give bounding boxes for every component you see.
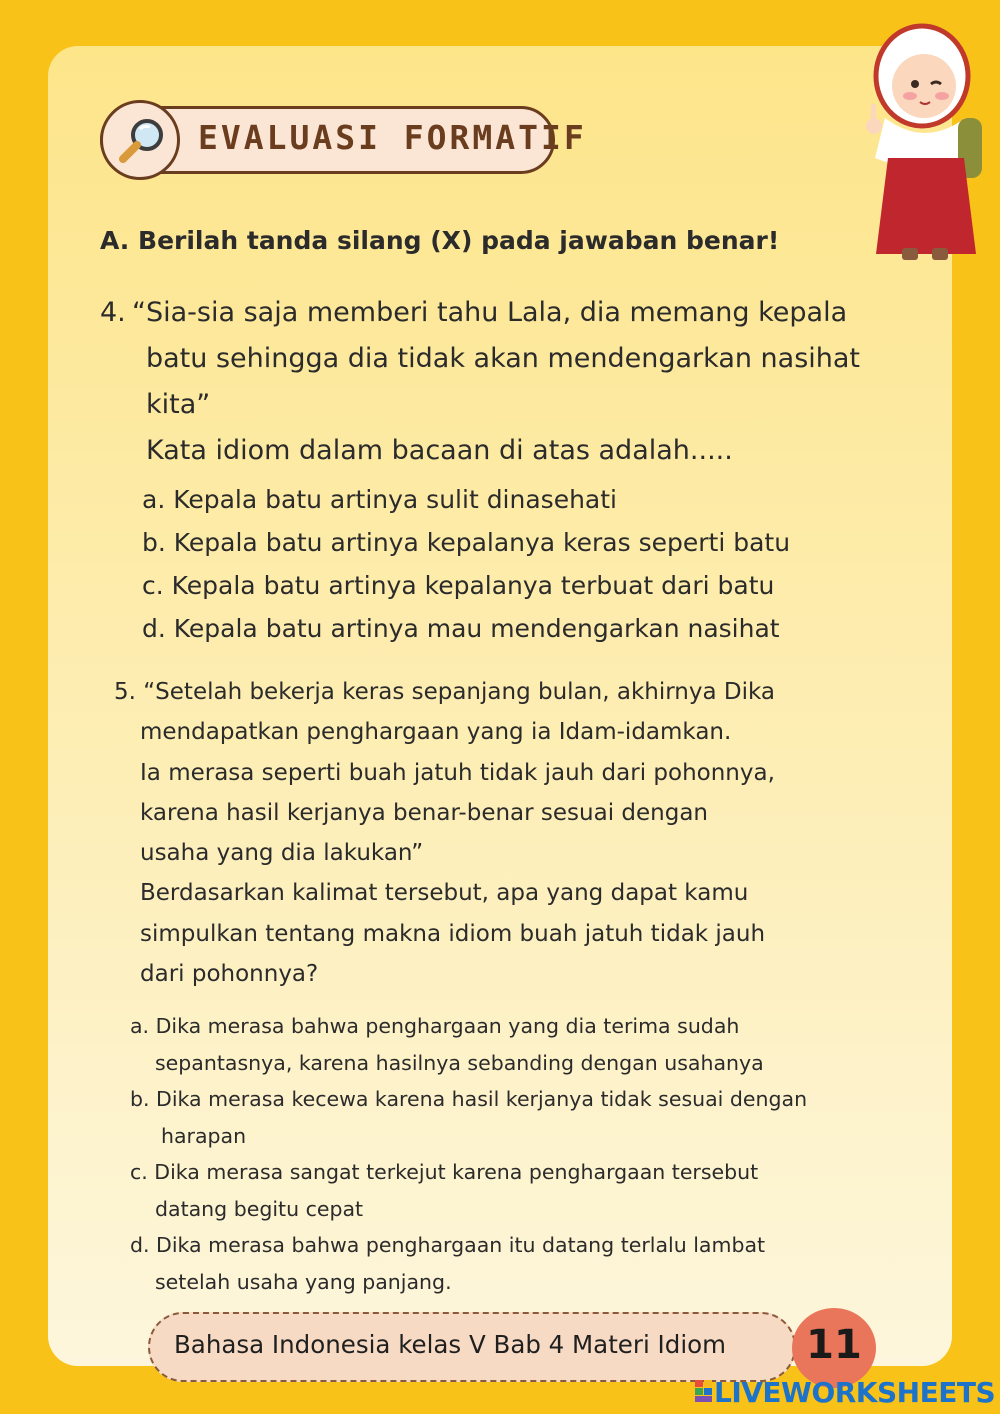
- question-text-line: kita”: [146, 389, 211, 420]
- question-prompt: dari pohonnya?: [140, 961, 319, 988]
- question-prompt: Kata idiom dalam bacaan di atas adalah.....: [146, 435, 733, 466]
- question-5: [114, 672, 775, 994]
- question-number: 4.: [100, 297, 126, 328]
- magnifier-icon: [111, 111, 171, 171]
- question-text-line: Ia merasa seperti buah jatuh tidak jauh dari pohonnya,: [140, 759, 775, 786]
- answer-option-d[interactable]: d. Kepala batu artinya mau mendengarkan nasihat: [142, 614, 780, 643]
- magnifier-badge: [100, 100, 180, 180]
- page-title: EVALUASI FORMATIF: [198, 118, 587, 157]
- answer-option-d[interactable]: [130, 1227, 807, 1300]
- option-text-line: b. Dika merasa kecewa karena hasil kerjanya tidak sesuai dengan: [130, 1087, 808, 1111]
- question-text-line: usaha yang dia lakukan”: [140, 840, 424, 867]
- answer-options: [130, 1008, 807, 1300]
- section-instruction: A. Berilah tanda silang (X) pada jawaban benar!: [100, 226, 780, 255]
- question-prompt: Berdasarkan kalimat tersebut, apa yang dapat kamu: [140, 880, 749, 907]
- question-4: [100, 290, 860, 650]
- question-text-line: 5. “Setelah bekerja keras sepanjang bulan, akhirnya Dika: [114, 679, 775, 705]
- question-text-line: karena hasil kerjanya benar-benar sesuai dengan: [140, 799, 709, 826]
- option-text-line: setelah usaha yang panjang.: [155, 1269, 452, 1294]
- student-girl-illustration: [860, 18, 990, 266]
- answer-option-a[interactable]: [130, 1008, 807, 1081]
- liveworksheets-logo-icon: [694, 1378, 714, 1404]
- answer-option-b[interactable]: [130, 1081, 807, 1154]
- question-text-line: mendapatkan penghargaan yang ia Idam-idamkan.: [140, 719, 732, 746]
- page-number: 11: [806, 1322, 862, 1368]
- answer-option-c[interactable]: [130, 1154, 807, 1227]
- answer-option-c[interactable]: c. Kepala batu artinya kepalanya terbuat dari batu: [142, 571, 775, 600]
- question-prompt: simpulkan tentang makna idiom buah jatuh tidak jauh: [140, 920, 766, 947]
- answer-option-b[interactable]: b. Kepala batu artinya kepalanya keras seperti batu: [142, 528, 791, 557]
- question-text-line: “Sia-sia saja memberi tahu Lala, dia memang kepala: [132, 297, 848, 328]
- option-text-line: sepantasnya, karena hasilnya sebanding dengan usahanya: [155, 1050, 764, 1075]
- option-text-line: a. Dika merasa bahwa penghargaan yang dia terima sudah: [130, 1014, 740, 1038]
- option-text-line: datang begitu cepat: [155, 1196, 364, 1221]
- question-text-line: batu sehingga dia tidak akan mendengarkan nasihat: [146, 343, 861, 374]
- footer-subject-label: Bahasa Indonesia kelas V Bab 4 Materi Idiom: [174, 1330, 726, 1359]
- option-text-line: d. Dika merasa bahwa penghargaan itu datang terlalu lambat: [130, 1233, 766, 1257]
- liveworksheets-wordmark: LIVEWORKSHEETS: [714, 1376, 996, 1409]
- option-text-line: harapan: [161, 1123, 247, 1148]
- answer-options: [100, 478, 860, 650]
- option-text-line: c. Dika merasa sangat terkejut karena penghargaan tersebut: [130, 1160, 759, 1184]
- answer-option-a[interactable]: a. Kepala batu artinya sulit dinasehati: [142, 485, 617, 514]
